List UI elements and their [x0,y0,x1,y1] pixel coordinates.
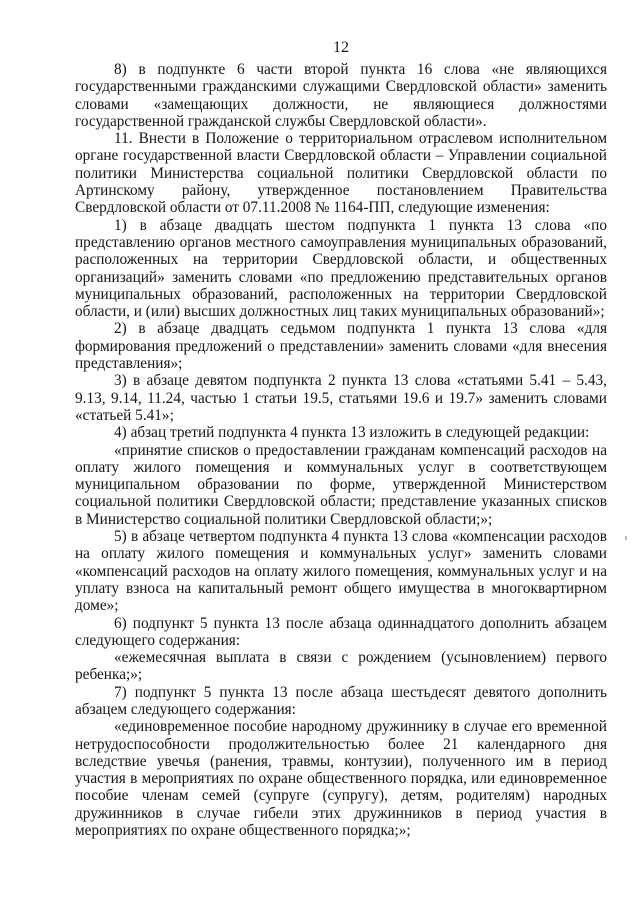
paragraph-item-8: 8) в подпункте 6 части второй пункта 16 слова «не являющихся государственными гражданскими служащими Свердловской области» заменить словами «замещающих должности, не являющиеся должностями государственной гражданской службы Свердловской области». [75,61,607,130]
paragraph-quote-item-7: «единовременное пособие народному дружиннику в случае его временной нетрудоспособности продолжительностью более 21 календарного дня вследствие увечья (ранения, травмы, контузии), полученного им в период участия в мероприятиях по охране общественного порядка, или единовременное пособие членам семей (супруге (супругу), детям, родителям) народных дружинников в случае гибели этих дружинников в период участия в мероприятиях по охране общественного порядка;»; [75,718,607,840]
paragraph-item-4: 4) абзац третий подпункта 4 пункта 13 изложить в следующей редакции: [114,424,590,442]
paragraph-quote-item-4: «принятие списков о предоставлении гражданам компенсаций расходов на оплату жилого помещения и коммунальных услуг в соответствующем муниципальном образовании по форме, утвержденной Министерством социальной политики Свердловской области; представление указанных списков в Министерство социальной политики Свердловской области;»; [75,441,607,528]
paragraph-item-2: 2) в абзаце двадцать седьмом подпункта 1 пункта 13 слова «для формирования предложений о представлении» заменить словами «для внесения представления»; [75,320,607,373]
paragraph-item-7: 7) подпункт 5 пункта 13 после абзаца шестьдесят девятого дополнить абзацем следующего содержания: [75,683,607,718]
paragraph-item-3: 3) в абзаце девятом подпункта 2 пункта 13 слова «статьями 5.41 – 5.43, 9.13, 9.14, 11.24, частью 1 статьи 19.5, статьями 19.6 и 19.7» заменить словами «статьей 5.41»; [75,372,607,424]
paragraph-item-5: 5) в абзаце четвертом подпункта 4 пункта 13 слова «компенсации расходов на оплату жилого помещения и коммунальных услуг» заменить словами «компенсаций расходов на оплату жилого помещения, коммунальных услуг и на уплату взноса на капитальный ремонт общего имущества в многоквартирном доме»; [75,528,607,615]
scan-mark [625,536,627,540]
paragraph-item-6: 6) подпункт 5 пункта 13 после абзаца одиннадцатого дополнить абзацем следующего содержания: [75,614,607,649]
page-number: 12 [333,39,349,56]
paragraph-section-11: 11. Внести в Положение о территориальном отраслевом исполнительном органе государственной власти Свердловской области – Управлении социальной политики Министерства социальной политики Свердловской области по Артинскому району, утвержденное постановлением Правительства Свердловской области от 07.11.2008 № 1164-ПП, следующие изменения: [75,130,607,217]
paragraph-quote-item-6: «ежемесячная выплата в связи с рождением (усыновлением) первого ребенка;»; [75,649,607,684]
document-body [75,61,607,839]
paragraph-item-1: 1) в абзаце двадцать шестом подпункта 1 пункта 13 слова «по представлению органов местного самоуправления муниципальных образований, расположенных на территории Свердловской области, и общественных организаций» заменить словами «по предложению представительных органов муниципальных образований, расположенных на территории Свердловской области, и (или) высших должностных лиц таких муниципальных образований»; [75,216,607,321]
